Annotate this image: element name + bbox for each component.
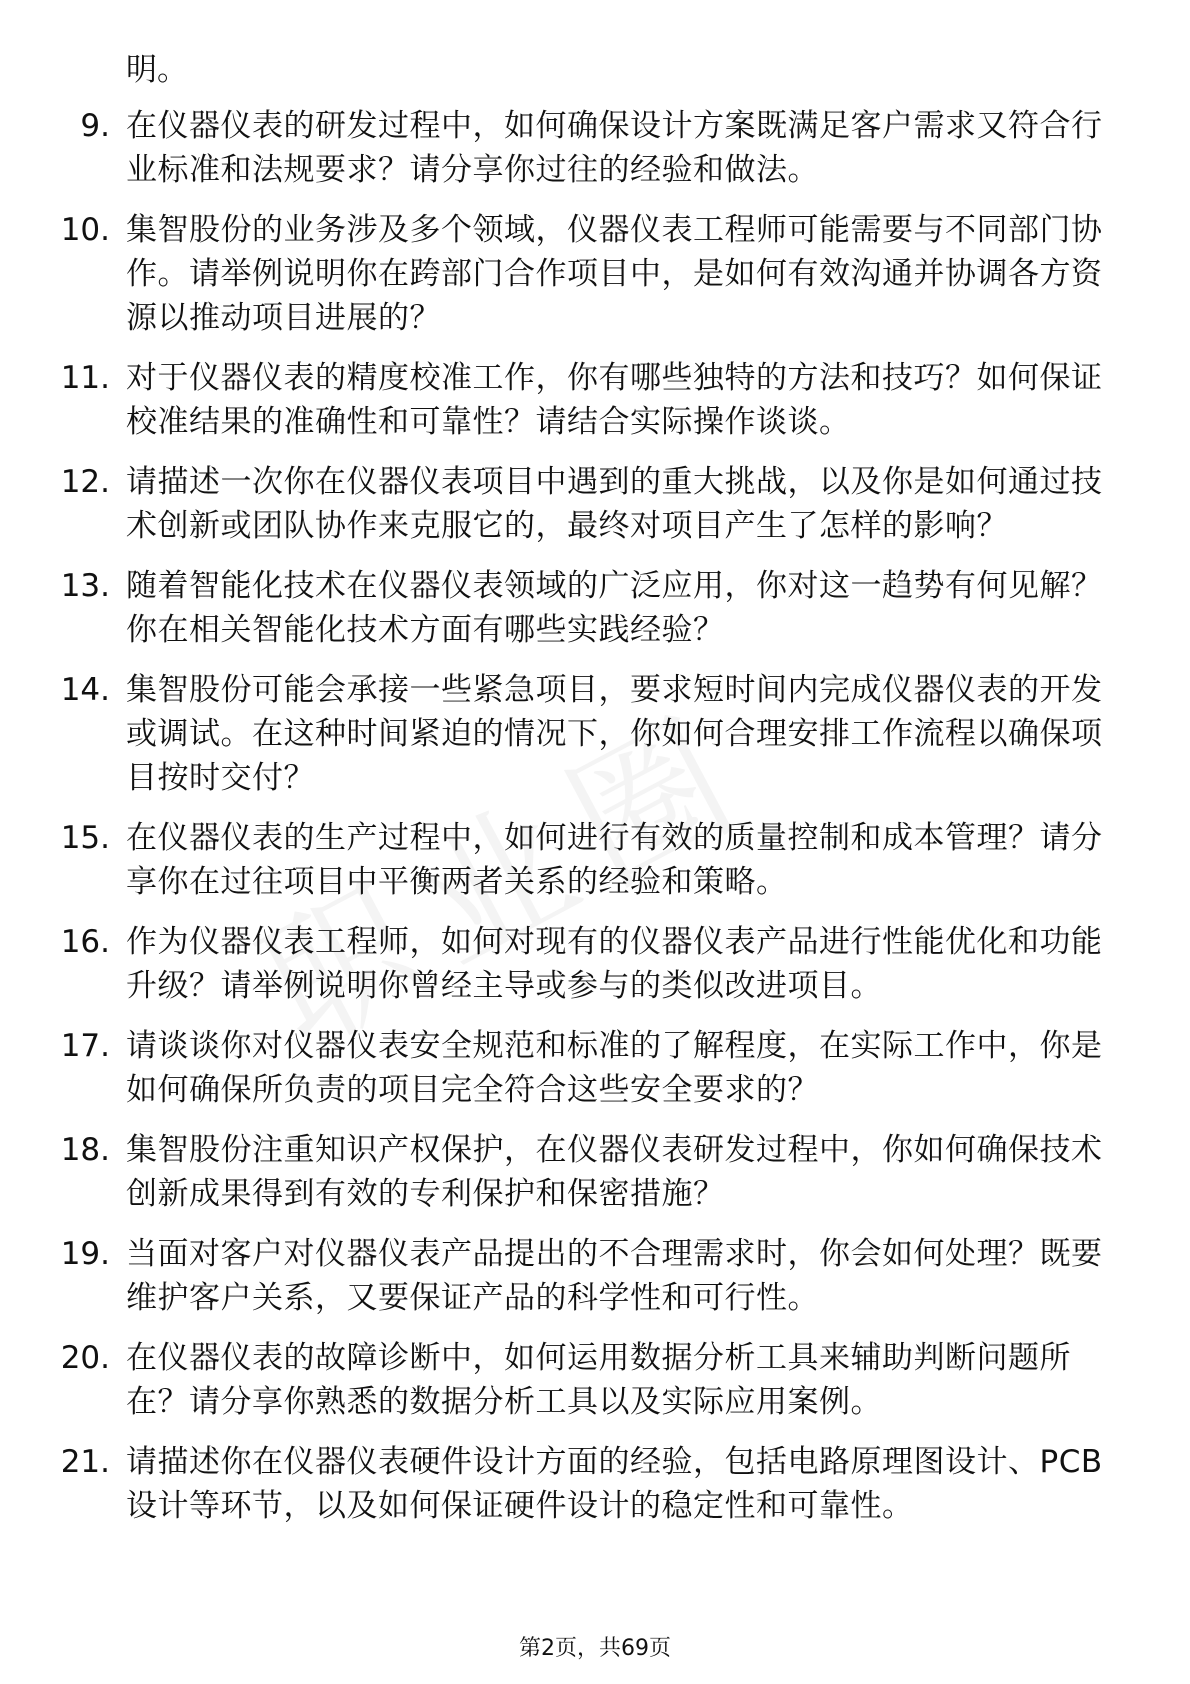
list-item [0, 816, 1190, 904]
question-number: 15. [60, 820, 110, 856]
list-item [0, 104, 1190, 192]
question-text: 在仪器仪表的生产过程中，如何进行有效的质量控制和成本管理？请分享你在过往项目中平衡两者关系的经验和策略。 [126, 820, 1103, 900]
list-item [0, 1336, 1190, 1424]
list-item [0, 1232, 1190, 1320]
continuation-text: 明。 [126, 52, 188, 88]
list-item [0, 1440, 1190, 1528]
question-number: 13. [60, 568, 110, 604]
question-number: 12. [60, 464, 110, 500]
question-number: 11. [60, 360, 110, 396]
list-item [0, 460, 1190, 548]
list-item [0, 1128, 1190, 1216]
list-item [0, 920, 1190, 1008]
question-text: 请谈谈你对仪器仪表安全规范和标准的了解程度，在实际工作中，你是如何确保所负责的项目完全符合这些安全要求的？ [126, 1028, 1103, 1108]
question-text: 在仪器仪表的研发过程中，如何确保设计方案既满足客户需求又符合行业标准和法规要求？请分享你过往的经验和做法。 [126, 108, 1103, 188]
question-number: 19. [60, 1236, 110, 1272]
question-text: 集智股份注重知识产权保护，在仪器仪表研发过程中，你如何确保技术创新成果得到有效的专利保护和保密措施？ [126, 1132, 1103, 1212]
list-item [0, 564, 1190, 652]
page-footer: 第2页，共69页 [519, 1636, 671, 1661]
question-number: 18. [60, 1132, 110, 1168]
question-number: 10. [60, 212, 110, 248]
question-number: 17. [60, 1028, 110, 1064]
question-text: 当面对客户对仪器仪表产品提出的不合理需求时，你会如何处理？既要维护客户关系，又要保证产品的科学性和可行性。 [126, 1236, 1103, 1316]
question-text: 在仪器仪表的故障诊断中，如何运用数据分析工具来辅助判断问题所在？请分享你熟悉的数据分析工具以及实际应用案例。 [126, 1340, 1071, 1420]
question-text: 集智股份可能会承接一些紧急项目，要求短时间内完成仪器仪表的开发或调试。在这种时间紧迫的情况下，你如何合理安排工作流程以确保项目按时交付？ [126, 672, 1103, 796]
question-number: 21. [60, 1444, 110, 1480]
question-text: 请描述你在仪器仪表硬件设计方面的经验，包括电路原理图设计、PCB设计等环节，以及如何保证硬件设计的稳定性和可靠性。 [126, 1444, 1103, 1524]
question-text: 作为仪器仪表工程师，如何对现有的仪器仪表产品进行性能优化和功能升级？请举例说明你曾经主导或参与的类似改进项目。 [126, 924, 1103, 1004]
list-item [0, 1024, 1190, 1112]
question-text: 对于仪器仪表的精度校准工作，你有哪些独特的方法和技巧？如何保证校准结果的准确性和可靠性？请结合实际操作谈谈。 [126, 360, 1103, 440]
question-number: 9. [80, 108, 110, 144]
list-item [0, 668, 1190, 800]
list-item [0, 208, 1190, 340]
question-number: 16. [60, 924, 110, 960]
question-list [0, 104, 1190, 1544]
question-number: 20. [60, 1340, 110, 1376]
list-item [0, 356, 1190, 444]
question-text: 随着智能化技术在仪器仪表领域的广泛应用，你对这一趋势有何见解？你在相关智能化技术方面有哪些实践经验？ [126, 568, 1103, 648]
question-number: 14. [60, 672, 110, 708]
question-text: 集智股份的业务涉及多个领域，仪器仪表工程师可能需要与不同部门协作。请举例说明你在跨部门合作项目中，是如何有效沟通并协调各方资源以推动项目进展的？ [126, 212, 1103, 336]
question-text: 请描述一次你在仪器仪表项目中遇到的重大挑战，以及你是如何通过技术创新或团队协作来克服它的，最终对项目产生了怎样的影响？ [126, 464, 1103, 544]
